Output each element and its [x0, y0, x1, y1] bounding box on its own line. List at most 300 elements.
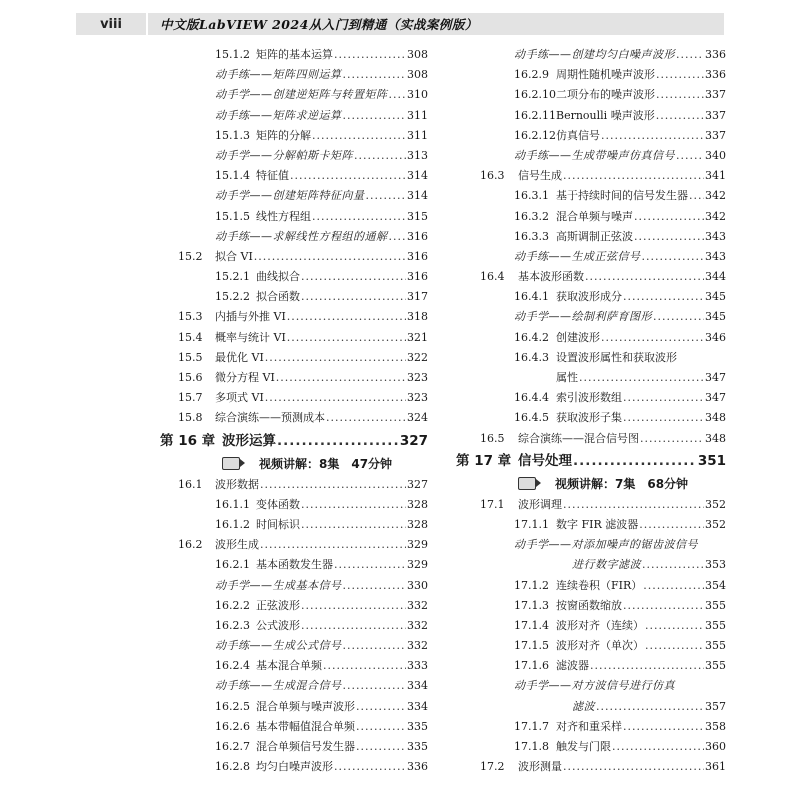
toc-entry	[456, 328, 728, 348]
toc-entry	[456, 348, 728, 368]
toc-entry-title-line	[256, 495, 428, 515]
toc-entry	[160, 408, 442, 428]
toc-entry-title-line	[222, 429, 428, 453]
toc-entry-title: 信号生成	[518, 169, 562, 183]
leader-dots	[689, 186, 704, 206]
leader-dots	[301, 287, 406, 307]
toc-entry-page: 323	[407, 371, 428, 384]
toc-entry-number: 16.2.8	[215, 760, 250, 774]
toc-entry-number: 15.1.3	[215, 128, 250, 142]
toc-entry	[160, 85, 442, 105]
toc-entry-number: 16.4.2	[514, 330, 549, 344]
toc-entry-title: 动手练——生成带噪声仿真信号	[514, 148, 675, 162]
toc-entry-number: 16.2.2	[215, 598, 250, 612]
toc-entry-title-line	[518, 495, 726, 515]
toc-entry-number: 17.1.7	[514, 719, 549, 733]
toc-entry	[160, 676, 442, 696]
toc-entry-page: 352	[705, 517, 726, 531]
toc-entry	[456, 717, 728, 737]
toc-entry-number: 17.1.8	[514, 740, 549, 753]
toc-entry-title: 按窗函数缩放	[556, 598, 622, 612]
toc-entry-page: 321	[407, 330, 428, 344]
toc-entry-page: 323	[407, 391, 428, 405]
toc-entry-page: 337	[705, 108, 726, 122]
toc-entry-title-line	[215, 85, 428, 105]
leader-dots	[301, 616, 406, 636]
toc-entry-title-line	[256, 126, 428, 146]
toc-entry	[160, 65, 442, 85]
leader-dots	[301, 267, 406, 287]
toc-entry-page: 335	[407, 719, 428, 733]
toc-entry-title-line	[215, 247, 428, 267]
toc-entry-page: 334	[407, 699, 428, 713]
toc-entry-page: 343	[705, 229, 726, 243]
video-info	[222, 453, 442, 475]
toc-entry-title: 动手学——对添加噪声的锯齿波信号	[514, 538, 698, 552]
toc-entry-page: 345	[705, 310, 726, 324]
toc-entry-number: 15.8	[178, 411, 203, 425]
toc-entry-title: 拟合 VI	[215, 249, 253, 263]
leader-dots	[623, 388, 704, 408]
toc-entry-number: 16.2.6	[215, 719, 250, 733]
toc-entry-title-line	[215, 535, 428, 555]
toc-entry-number: 16.1	[178, 477, 203, 491]
toc-entry-number: 15.3	[178, 310, 203, 324]
toc-entry-page: 343	[705, 249, 726, 263]
toc-entry-page: 328	[407, 497, 428, 511]
toc-entry-number: 16.1.1	[215, 497, 250, 511]
toc-entry-title: 波形调理	[518, 497, 562, 511]
video-camera-icon	[222, 457, 240, 470]
toc-entry-title: 动手学——生成基本信号	[215, 578, 342, 592]
toc-entry-title-line	[215, 388, 428, 408]
toc-entry-title-line	[256, 697, 428, 717]
toc-entry-page: 327	[399, 432, 428, 449]
toc-entry-continuation	[456, 555, 728, 575]
toc-entry-page: 347	[705, 371, 726, 384]
toc-entry-title: 基本函数发生器	[256, 558, 333, 572]
toc-right-column	[456, 45, 728, 777]
toc-entry-title-line	[556, 207, 726, 227]
toc-entry-title-line	[556, 348, 726, 368]
toc-entry	[456, 85, 728, 105]
toc-entry-number: 15.1.5	[215, 209, 250, 223]
toc-entry-title: 特征值	[256, 169, 289, 183]
toc-entry-number: 16.1.2	[215, 517, 250, 531]
toc-entry	[456, 676, 728, 696]
toc-entry	[456, 636, 728, 656]
toc-entry-title-line	[215, 676, 428, 696]
toc-entry-page: 318	[407, 310, 428, 324]
toc-entry-number: 17.1.5	[514, 639, 549, 653]
toc-entry-number: 16.4	[480, 270, 505, 284]
toc-entry	[456, 65, 728, 85]
page-number: viii	[100, 16, 122, 32]
leader-dots	[563, 495, 704, 515]
toc-entry-number: 17.1.3	[514, 598, 549, 612]
toc-entry-page: 336	[705, 68, 726, 82]
toc-entry-title: 动手练——生成正弦信号	[514, 249, 641, 263]
toc-entry-page: 355	[705, 659, 726, 673]
toc-entry-title-line	[215, 348, 428, 368]
toc-entry	[456, 495, 728, 515]
toc-entry-title: 曲线拟合	[256, 270, 300, 284]
toc-entry-page: 316	[407, 249, 428, 263]
toc-entry-page: 314	[407, 189, 428, 203]
leader-dots	[639, 515, 704, 535]
book-title: 中文版LabVIEW 2024从入门到精通（实战案例版）	[160, 17, 478, 32]
toc-entry-page: 311	[407, 108, 428, 122]
leader-dots	[573, 449, 697, 473]
toc-entry-title-line	[256, 596, 428, 616]
toc-entry-number: 16.3	[480, 169, 505, 183]
leader-dots	[276, 368, 406, 388]
toc-entry-title-line	[215, 408, 428, 428]
toc-entry-title-line	[556, 328, 726, 348]
toc-entry	[456, 207, 728, 227]
toc-entry-title: 线性方程组	[256, 209, 311, 223]
toc-entry-number: 16.3.1	[514, 189, 549, 203]
toc-entry-page: 332	[407, 639, 428, 653]
toc-entry-title: 混合单频与噪声	[556, 209, 633, 223]
leader-dots	[563, 757, 704, 777]
toc-entry	[456, 45, 728, 65]
leader-dots	[653, 307, 704, 327]
toc-entry	[160, 555, 442, 575]
toc-entry-page: 344	[705, 270, 726, 284]
toc-entry-title: 矩阵的分解	[256, 128, 311, 142]
toc-entry-title: 基本混合单频	[256, 659, 322, 673]
toc-entry-page: 336	[705, 48, 726, 61]
toc-entry-title: 拟合函数	[256, 290, 300, 304]
leader-dots	[563, 166, 704, 186]
leader-dots	[287, 328, 406, 348]
toc-entry-page: 353	[705, 558, 726, 572]
toc-entry-title: 混合单频信号发生器	[256, 740, 355, 753]
leader-dots	[656, 85, 704, 105]
toc-entry	[456, 388, 728, 408]
leader-dots	[645, 616, 704, 636]
toc-entry-title-line	[556, 287, 726, 307]
toc-entry-page: 358	[705, 719, 726, 733]
toc-entry	[160, 475, 442, 495]
leader-dots	[334, 555, 406, 575]
toc-entry-title: 动手学——创建矩阵特征向量	[215, 189, 365, 203]
toc-entry	[456, 596, 728, 616]
toc-entry-title-line	[556, 656, 726, 676]
toc-entry-title-line	[556, 227, 726, 247]
toc-entry-title: 动手学——创建逆矩阵与转置矩阵	[215, 88, 388, 102]
toc-entry	[160, 495, 442, 515]
toc-entry	[160, 207, 442, 227]
toc-entry-number: 15.2.1	[215, 270, 250, 284]
toc-entry-title: 综合演练——预测成本	[215, 411, 325, 425]
toc-entry-title-line	[215, 576, 428, 596]
toc-entry-title-line	[514, 535, 726, 555]
toc-entry-number: 16.4.5	[514, 411, 549, 425]
toc-entry-page: 355	[705, 598, 726, 612]
toc-entry	[160, 368, 442, 388]
toc-entry-number: 16.2.11	[514, 108, 556, 122]
toc-entry-page: 324	[407, 411, 428, 425]
toc-entry-page: 315	[407, 209, 428, 223]
toc-entry-title: 多项式 VI	[215, 391, 264, 405]
toc-entry-title: 内插与外推 VI	[215, 310, 286, 324]
leader-dots	[254, 247, 406, 267]
toc-entry	[456, 106, 728, 126]
toc-entry	[160, 186, 442, 206]
toc-entry-title-line	[256, 757, 428, 777]
toc-entry-page: 314	[407, 169, 428, 183]
toc-entry-title: 连续卷积（FIR）	[556, 578, 643, 592]
toc-entry-title: 矩阵的基本运算	[256, 48, 333, 61]
leader-dots	[287, 307, 406, 327]
toc-entry	[160, 388, 442, 408]
toc-entry-title-line	[256, 207, 428, 227]
toc-entry-title-line	[556, 515, 726, 535]
toc-entry-title: 时间标识	[256, 517, 300, 531]
toc-entry-title-line	[556, 368, 726, 388]
toc-entry-title-line	[256, 737, 428, 757]
toc-entry-page: 332	[407, 618, 428, 632]
toc-entry	[456, 247, 728, 267]
toc-entry-title: 触发与门限	[556, 740, 611, 753]
toc-entry	[160, 636, 442, 656]
toc-entry-number: 16.5	[480, 431, 505, 445]
toc-entry-title-line	[514, 247, 726, 267]
toc-entry-title-line	[518, 166, 726, 186]
toc-entry-page: 355	[705, 639, 726, 653]
toc-entry-title-line	[556, 737, 726, 757]
toc-entry-title-line	[514, 307, 726, 327]
toc-entry-number: 15.2	[178, 249, 203, 263]
leader-dots	[312, 126, 406, 146]
toc-entry	[456, 307, 728, 327]
toc-entry-title: 获取波形子集	[556, 411, 622, 425]
toc-entry	[456, 267, 728, 287]
leader-dots	[334, 757, 406, 777]
toc-entry-title: Bernoulli 噪声波形	[556, 108, 655, 122]
toc-entry	[160, 576, 442, 596]
toc-entry-title-line	[215, 146, 428, 166]
leader-dots	[343, 576, 407, 596]
toc-entry-title: 索引波形数组	[556, 391, 622, 405]
toc-entry-number: 16.2.12	[514, 128, 556, 142]
toc-entry-number: 16.2.7	[215, 740, 250, 753]
toc-entry-title-line	[256, 166, 428, 186]
toc-entry-title-line	[215, 475, 428, 495]
toc-entry-title-line	[256, 45, 428, 65]
leader-dots	[343, 676, 407, 696]
toc-entry	[456, 287, 728, 307]
toc-entry-title-line	[556, 408, 726, 428]
toc-entry-number: 15.6	[178, 371, 203, 384]
leader-dots	[601, 328, 704, 348]
toc-entry-title-line	[215, 227, 428, 247]
leader-dots	[623, 717, 704, 737]
toc-entry-page: 361	[705, 760, 726, 774]
chapter-heading	[160, 429, 442, 453]
toc-entry	[456, 576, 728, 596]
leader-dots	[260, 475, 406, 495]
toc-entry	[456, 408, 728, 428]
video-duration: 47分钟	[351, 456, 393, 471]
toc-entry-page: 322	[407, 350, 428, 364]
header-divider	[146, 13, 148, 35]
toc-entry-title-line	[556, 636, 726, 656]
toc-entry-title: 基于持续时间的信号发生器	[556, 189, 688, 203]
leader-dots	[623, 408, 704, 428]
toc-entry-title-line	[215, 636, 428, 656]
toc-entry-number: 16.2.3	[215, 618, 250, 632]
leader-dots	[312, 207, 406, 227]
toc-entry-number: 17.1.6	[514, 659, 549, 673]
chapter-number: 第 17 章	[456, 452, 512, 469]
toc-entry-title-line	[514, 45, 726, 65]
toc-entry-page: 352	[705, 497, 726, 511]
toc-entry-page: 332	[407, 598, 428, 612]
leader-dots	[596, 697, 704, 717]
toc-entry-title-line	[256, 515, 428, 535]
leader-dots	[642, 247, 705, 267]
toc-entry-title-line	[256, 616, 428, 636]
leader-dots	[640, 429, 704, 449]
toc-entry-title-line	[556, 717, 726, 737]
toc-entry-number: 16.2.5	[215, 699, 250, 713]
toc-entry-title: 基本波形函数	[518, 270, 584, 284]
toc-entry-title: 动手学——分解帕斯卡矩阵	[215, 148, 353, 162]
toc-entry-title-line	[556, 576, 726, 596]
toc-entry	[160, 656, 442, 676]
toc-entry	[160, 126, 442, 146]
toc-entry-title: 动手学——对方波信号进行仿真	[514, 679, 675, 693]
toc-entry-title: 进行数字滤波	[572, 558, 641, 572]
leader-dots	[366, 186, 407, 206]
toc-entry-page: 308	[407, 48, 428, 61]
video-count: 视频讲解：7集	[555, 476, 636, 491]
toc-entry-page: 313	[407, 148, 428, 162]
leader-dots	[323, 656, 406, 676]
toc-entry	[456, 227, 728, 247]
toc-entry-title: 滤波器	[556, 659, 589, 673]
toc-entry-title: 创建波形	[556, 330, 600, 344]
toc-entry-number: 17.1.4	[514, 618, 549, 632]
toc-entry-page: 351	[697, 452, 726, 469]
toc-entry-title-line	[556, 616, 726, 636]
leader-dots	[326, 408, 406, 428]
toc-entry-title: 动手练——矩阵四则运算	[215, 68, 342, 82]
toc-entry-title: 动手练——生成公式信号	[215, 639, 342, 653]
leader-dots	[265, 388, 406, 408]
toc-entry	[160, 146, 442, 166]
toc-entry-title: 波形对齐（单次）	[556, 639, 644, 653]
leader-dots	[301, 515, 406, 535]
toc-entry	[456, 429, 728, 449]
toc-entry-page: 334	[407, 679, 428, 693]
toc-entry-title-line	[518, 449, 726, 473]
toc-entry	[456, 757, 728, 777]
toc-entry-page: 341	[705, 169, 726, 183]
leader-dots	[265, 348, 406, 368]
toc-entry-continuation	[456, 368, 728, 388]
toc-entry	[160, 348, 442, 368]
toc-entry-page: 335	[407, 740, 428, 753]
toc-left-column	[160, 45, 442, 777]
toc-entry-title: 综合演练——混合信号图	[518, 431, 639, 445]
toc-entry-title: 最优化 VI	[215, 350, 264, 364]
toc-entry	[160, 287, 442, 307]
toc-entry-page: 337	[705, 128, 726, 142]
toc-entry-page: 336	[407, 760, 428, 774]
toc-entry	[160, 166, 442, 186]
leader-dots	[634, 227, 704, 247]
leader-dots	[301, 495, 406, 515]
toc-entry-page: 329	[407, 558, 428, 572]
leader-dots	[579, 368, 704, 388]
leader-dots	[623, 596, 704, 616]
toc-entry-page: 345	[705, 290, 726, 304]
toc-entry-page: 342	[705, 209, 726, 223]
toc-entry	[160, 616, 442, 636]
leader-dots	[643, 576, 704, 596]
toc-entry-title: 属性	[556, 371, 578, 384]
page-header	[76, 13, 724, 35]
toc-entry-continuation	[456, 697, 728, 717]
toc-entry-title: 概率与统计 VI	[215, 330, 286, 344]
toc-entry-page: 317	[407, 290, 428, 304]
toc-entry-title: 动手练——求解线性方程组的通解	[215, 229, 388, 243]
toc-entry-title-line	[518, 757, 726, 777]
toc-entry	[160, 697, 442, 717]
leader-dots	[356, 737, 406, 757]
leader-dots	[612, 737, 704, 757]
video-count: 视频讲解：8集	[259, 456, 340, 471]
toc-entry	[456, 186, 728, 206]
toc-entry-page: 354	[705, 578, 726, 592]
toc-entry-title: 基本带幅值混合单频	[256, 719, 355, 733]
toc-entry-title: 信号处理	[518, 452, 572, 469]
leader-dots	[354, 146, 406, 166]
leader-dots	[343, 106, 407, 126]
leader-dots	[601, 126, 704, 146]
leader-dots	[634, 207, 704, 227]
leader-dots	[343, 636, 407, 656]
toc-entry	[160, 757, 442, 777]
toc-entry-page: 355	[705, 618, 726, 632]
toc-entry-title-line	[514, 676, 726, 696]
toc-entry-title-line	[215, 368, 428, 388]
toc-entry-title: 仿真信号	[556, 128, 600, 142]
toc-entry-number: 16.4.4	[514, 391, 549, 405]
toc-entry	[456, 146, 728, 166]
toc-entry-number: 16.4.1	[514, 290, 549, 304]
chapter-heading	[456, 449, 728, 473]
toc-entry-page: 327	[407, 477, 428, 491]
toc-entry-title-line	[556, 186, 726, 206]
leader-dots	[301, 596, 406, 616]
toc-entry-title: 波形运算	[222, 432, 276, 449]
leader-dots	[676, 45, 704, 65]
toc-entry-title-line	[215, 65, 428, 85]
toc-entry	[160, 596, 442, 616]
toc-entry-number: 16.4.3	[514, 350, 549, 364]
toc-entry-number: 17.1	[480, 497, 505, 511]
toc-entry-page: 330	[407, 578, 428, 592]
toc-entry-page: 328	[407, 517, 428, 531]
toc-entry-title: 对齐和重采样	[556, 719, 622, 733]
video-duration: 68分钟	[647, 476, 689, 491]
toc-entry-number: 16.2.1	[215, 558, 250, 572]
